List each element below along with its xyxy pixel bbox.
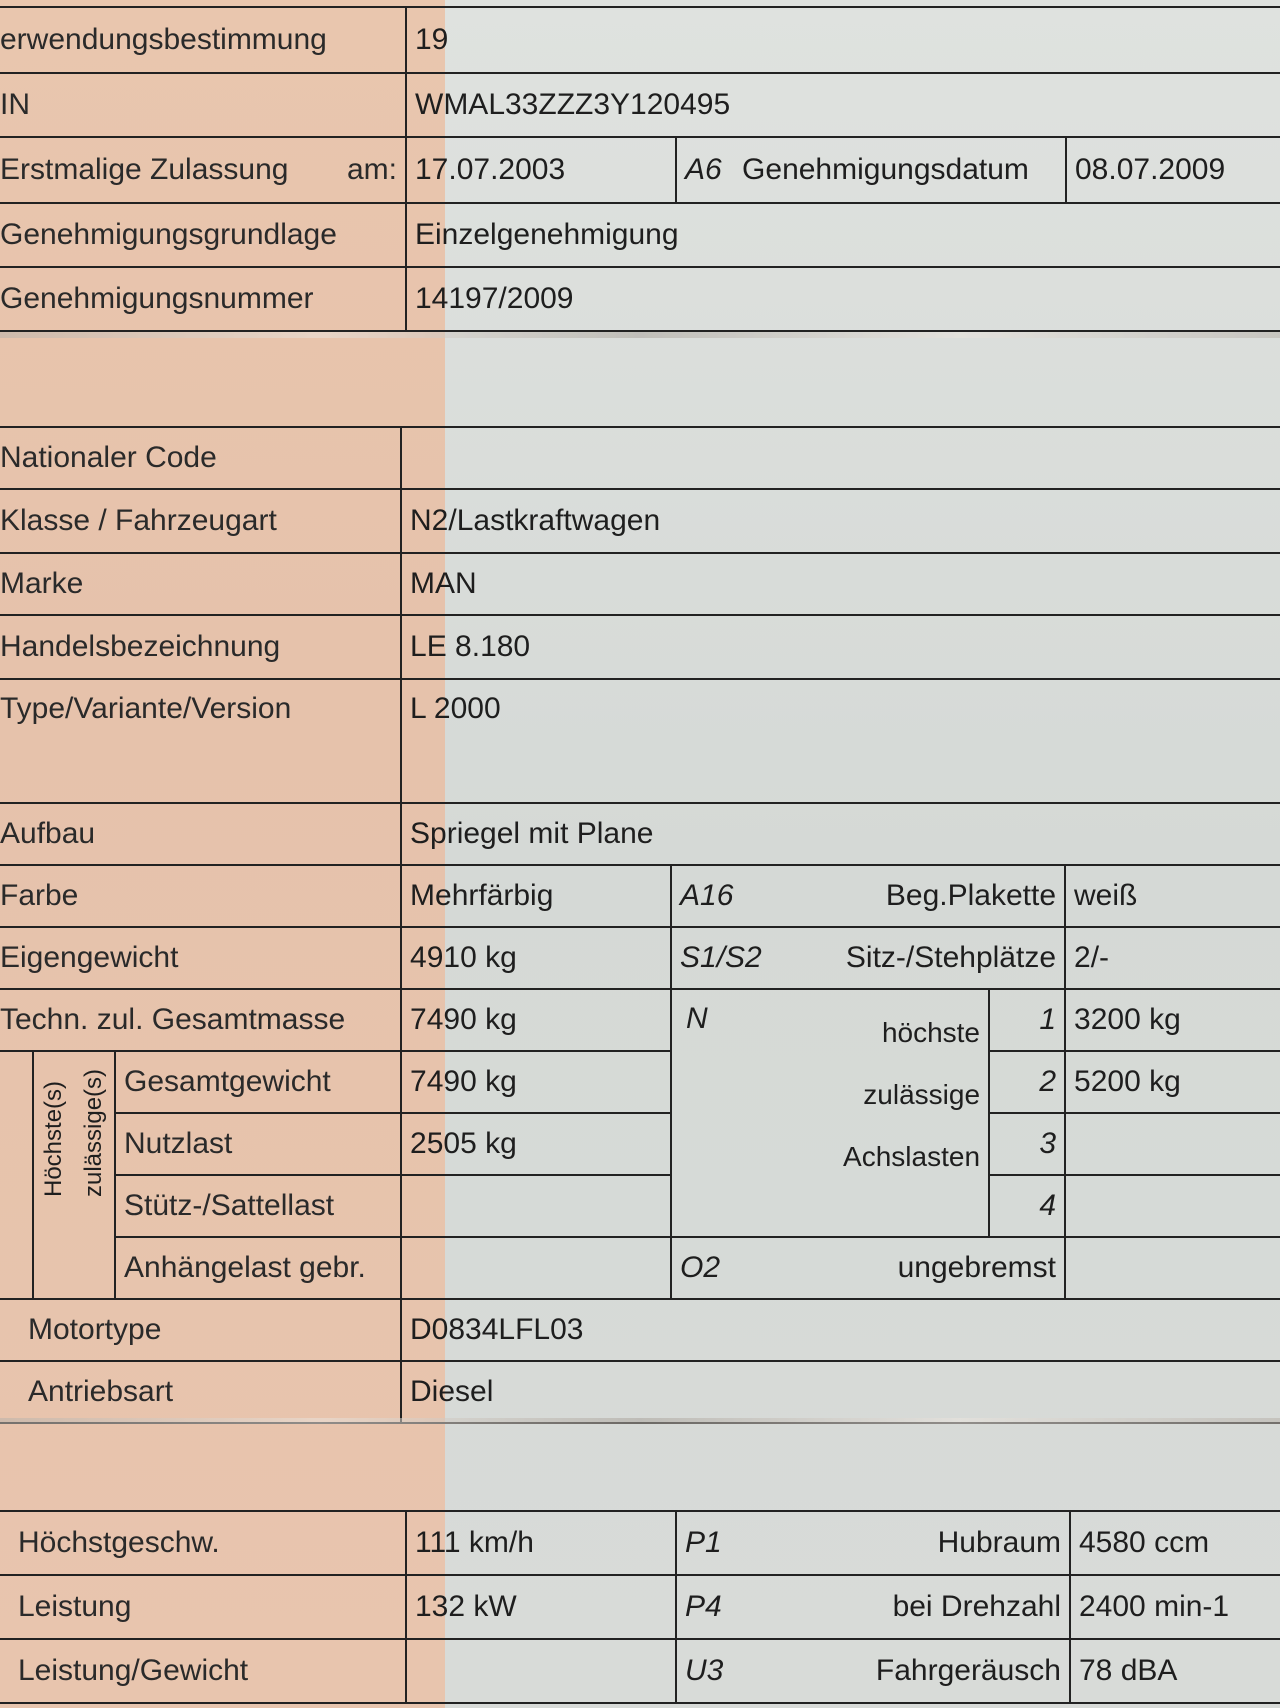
value-anhaengelast (401, 1237, 671, 1299)
axle-number-3: 3 (989, 1113, 1065, 1175)
row-leistung (0, 1575, 1280, 1639)
label-sitzplaetze: Sitz-/Stehplätze (845, 941, 1057, 974)
row-motortype (0, 1299, 1280, 1361)
cell-achslasten-label (671, 989, 989, 1237)
label-marke: Marke (0, 553, 401, 615)
vertical-label-1: Höchste(s) (40, 1080, 67, 1197)
row-nationaler-code (0, 427, 1280, 489)
paper-crease (0, 332, 1280, 338)
axle-value-3 (1065, 1113, 1280, 1175)
value-leistung-gewicht (406, 1639, 676, 1703)
value-techn: 7490 kg (401, 989, 671, 1051)
value-ungebremst (1065, 1237, 1280, 1299)
value-marke: MAN (401, 553, 1280, 615)
label-drehzahl: bei Drehzahl (892, 1590, 1061, 1623)
label-eigengewicht: Eigengewicht (0, 927, 401, 989)
cell-genehmigungsdatum (676, 137, 1066, 203)
label-genehmigungsdatum: Genehmigungsdatum (742, 153, 1029, 186)
axle-number-2: 2 (989, 1051, 1065, 1113)
label-plakette: Beg.Plakette (885, 879, 1057, 912)
value-nationaler-code (401, 427, 1280, 489)
label-techn: Techn. zul. Gesamtmasse (0, 989, 401, 1051)
code-p1: P1 (685, 1526, 722, 1559)
label-nutzlast: Nutzlast (115, 1113, 401, 1175)
cell-sitzplaetze (671, 927, 1065, 989)
value-aufbau: Spriegel mit Plane (401, 803, 1280, 865)
axle-value-4 (1065, 1175, 1280, 1237)
axle-value-2: 5200 kg (1065, 1051, 1280, 1113)
value-hoechstgeschw: 111 km/h (406, 1511, 676, 1575)
row-antriebsart (0, 1361, 1280, 1423)
row-marke (0, 553, 1280, 615)
value-antriebsart: Diesel (401, 1361, 1280, 1423)
value-fahrgeraeusch: 78 dBA (1070, 1639, 1280, 1703)
value-leistung: 132 kW (406, 1575, 676, 1639)
label-genehmigungsnummer: Genehmigungsnummer (0, 267, 406, 331)
row-hoechstgeschw (0, 1511, 1280, 1575)
label-aufbau: Aufbau (0, 803, 401, 865)
row-aufbau (0, 803, 1280, 865)
row-stuetzlast (0, 1175, 1280, 1237)
code-o2: O2 (680, 1251, 721, 1284)
value-genehmigungsdatum: 08.07.2009 (1066, 137, 1280, 203)
value-erstzulassung: 17.07.2003 (406, 137, 676, 203)
code-a6: A6 (685, 153, 722, 186)
section-engine (0, 1510, 1280, 1704)
label-motortype: Motortype (0, 1299, 401, 1361)
label-verwendung: erwendungsbestimmung (0, 7, 406, 73)
value-plakette: weiß (1065, 865, 1280, 927)
achslasten-line1: höchste (881, 1017, 981, 1048)
cell-ungebremst (671, 1237, 1065, 1299)
value-sitzplaetze: 2/- (1065, 927, 1280, 989)
value-handelsbezeichnung: LE 8.180 (401, 615, 1280, 679)
row-type (0, 679, 1280, 803)
cell-plakette (671, 865, 1065, 927)
label-ungebremst: ungebremst (897, 1251, 1057, 1284)
label-stuetzlast: Stütz-/Sattellast (115, 1175, 401, 1237)
label-grundlage: Genehmigungsgrundlage (0, 203, 406, 267)
value-vin: WMAL33ZZZ3Y120495 (406, 73, 1280, 137)
row-klasse (0, 489, 1280, 553)
value-verwendung: 19 (406, 7, 1280, 73)
row-verwendung (0, 7, 1280, 73)
code-n: N (686, 1002, 708, 1035)
vertical-label-2: zulässige(s) (80, 1068, 107, 1197)
label-klasse: Klasse / Fahrzeugart (0, 489, 401, 553)
edge-cell (0, 1051, 33, 1299)
label-gesamtgewicht: Gesamtgewicht (115, 1051, 401, 1113)
row-gesamtgewicht (0, 1051, 1280, 1113)
vertical-label (33, 1051, 115, 1299)
axle-number-1: 1 (989, 989, 1065, 1051)
achslasten-line3: Achslasten (843, 1141, 981, 1172)
value-motortype: D0834LFL03 (401, 1299, 1280, 1361)
value-eigengewicht: 4910 kg (401, 927, 671, 989)
row-techn (0, 989, 1280, 1051)
section-vehicle (0, 426, 1280, 1424)
label-erstzulassung (0, 137, 406, 203)
row-grundlage (0, 203, 1280, 267)
label-vin: IN (0, 73, 406, 137)
label-farbe: Farbe (0, 865, 401, 927)
label-nationaler-code: Nationaler Code (0, 427, 401, 489)
label-hubraum: Hubraum (937, 1526, 1061, 1559)
value-farbe: Mehrfärbig (401, 865, 671, 927)
achslasten-text (680, 1002, 988, 1188)
axle-value-1: 3200 kg (1065, 989, 1280, 1051)
value-nutzlast: 2505 kg (401, 1113, 671, 1175)
value-genehmigungsnummer: 14197/2009 (406, 267, 1280, 331)
value-gesamtgewicht: 7490 kg (401, 1051, 671, 1113)
code-u3: U3 (685, 1654, 724, 1687)
label-leistung: Leistung (0, 1575, 406, 1639)
label-anhaengelast: Anhängelast gebr. (115, 1237, 401, 1299)
value-type: L 2000 (401, 679, 1280, 803)
row-farbe (0, 865, 1280, 927)
cell-fahrgeraeusch (676, 1639, 1070, 1703)
row-genehmigungsnummer (0, 267, 1280, 331)
row-eigengewicht (0, 927, 1280, 989)
cell-hubraum (676, 1511, 1070, 1575)
paper-tear (0, 1418, 1280, 1424)
row-handelsbezeichnung (0, 615, 1280, 679)
label-erstzulassung-text: Erstmalige Zulassung (0, 153, 289, 186)
row-anhaengelast (0, 1237, 1280, 1299)
achslasten-line2: zulässige (863, 1079, 981, 1110)
row-nutzlast (0, 1113, 1280, 1175)
value-drehzahl: 2400 min-1 (1070, 1575, 1280, 1639)
label-handelsbezeichnung: Handelsbezeichnung (0, 615, 401, 679)
value-stuetzlast (401, 1175, 671, 1237)
row-leistung-gewicht (0, 1639, 1280, 1703)
label-type: Type/Variante/Version (0, 679, 401, 803)
axle-number-4: 4 (989, 1175, 1065, 1237)
row-erstzulassung (0, 137, 1280, 203)
label-antriebsart: Antriebsart (0, 1361, 401, 1423)
code-a16: A16 (680, 879, 734, 912)
label-hoechstgeschw: Höchstgeschw. (0, 1511, 406, 1575)
code-p4: P4 (685, 1590, 722, 1623)
row-vin (0, 73, 1280, 137)
cell-drehzahl (676, 1575, 1070, 1639)
label-am: am: (346, 153, 397, 186)
value-klasse: N2/Lastkraftwagen (401, 489, 1280, 553)
label-fahrgeraeusch: Fahrgeräusch (875, 1654, 1061, 1687)
label-leistung-gewicht: Leistung/Gewicht (0, 1639, 406, 1703)
section-approval (0, 6, 1280, 332)
value-grundlage: Einzelgenehmigung (406, 203, 1280, 267)
code-s1s2: S1/S2 (680, 941, 762, 974)
value-hubraum: 4580 ccm (1070, 1511, 1280, 1575)
